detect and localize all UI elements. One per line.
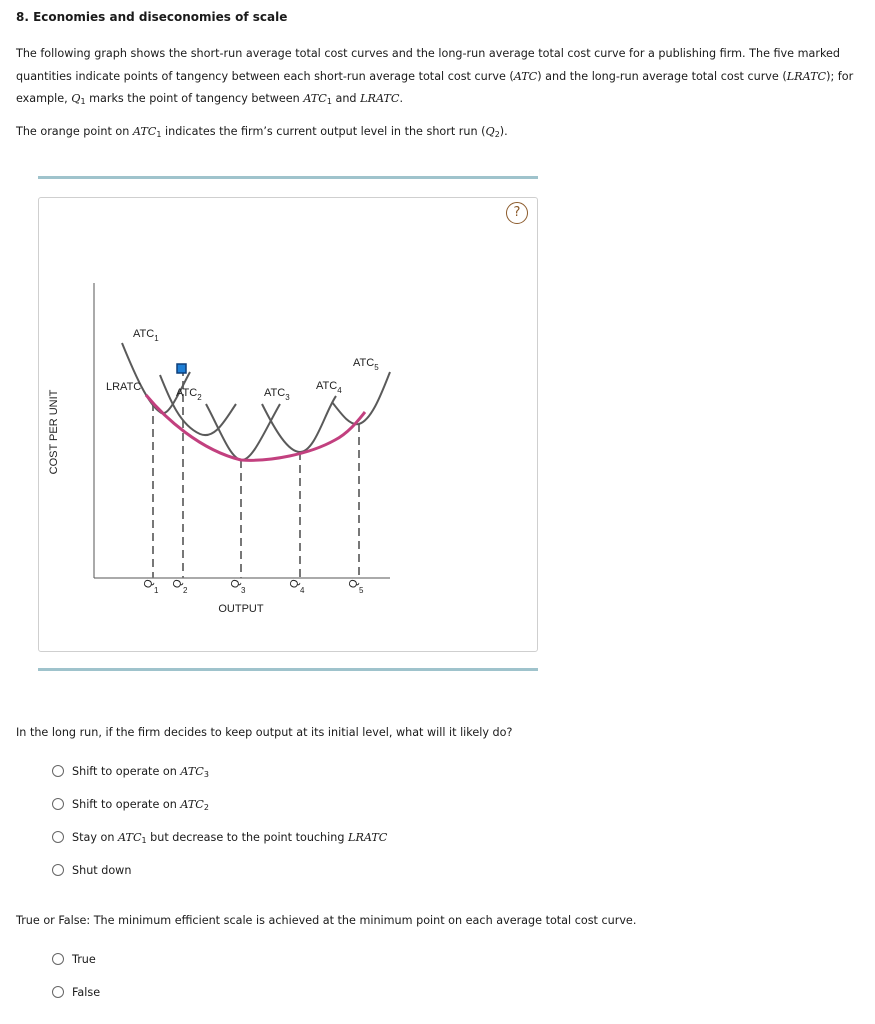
y-axis-label: COST PER UNIT bbox=[48, 389, 60, 475]
label-q1-sub: 1 bbox=[154, 586, 159, 595]
radio-button[interactable] bbox=[52, 864, 64, 876]
current-output-point bbox=[177, 364, 186, 373]
radio-button[interactable] bbox=[52, 765, 64, 777]
label-q3-sub: 3 bbox=[241, 586, 246, 595]
q2-option-false[interactable]: False bbox=[52, 984, 100, 1002]
radio-button[interactable] bbox=[52, 953, 64, 965]
radio-button[interactable] bbox=[52, 986, 64, 998]
radio-button[interactable] bbox=[52, 831, 64, 843]
q1-option-shift-atc3[interactable]: Shift to operate on $ATC_3$ bbox=[52, 763, 209, 781]
q1-option-shut-down[interactable]: Shut down bbox=[52, 862, 131, 880]
question1-prompt: In the long run, if the firm decides to keep output at its initial level, what will it likely do? bbox=[16, 726, 513, 739]
label-atc3: $ATC_3$ bbox=[264, 387, 290, 402]
atc1-curve bbox=[122, 343, 190, 413]
intro-line-3: example, $Q_1$ marks the point of tangency between $ATC_1$ and LRATC. bbox=[16, 92, 403, 106]
label-atc2: $ATC_2$ bbox=[176, 387, 202, 402]
graph-bottom-rule bbox=[38, 668, 538, 671]
orange-point-sentence: The orange point on $ATC_1$ indicates the firm’s current output level in the short run $(Q_2)$. bbox=[16, 125, 508, 139]
label-q1: Q bbox=[141, 577, 156, 591]
help-button[interactable]: ? bbox=[506, 202, 528, 224]
q1-option-stay-atc1[interactable]: Stay on $ATC_1$ but decrease to the point touching LRATC bbox=[52, 829, 387, 847]
section-heading: 8. Economies and diseconomies of scale bbox=[16, 10, 288, 24]
x-axis-label: OUTPUT bbox=[218, 603, 264, 615]
label-atc4: $ATC_4$ bbox=[316, 380, 342, 395]
radio-button[interactable] bbox=[52, 798, 64, 810]
label-q4: Q bbox=[287, 577, 302, 591]
label-q3: Q bbox=[228, 577, 243, 591]
label-q5-sub: 5 bbox=[359, 586, 364, 595]
label-q5: Q bbox=[346, 577, 361, 591]
label-q2-sub: 2 bbox=[183, 586, 188, 595]
q1-option-shift-atc2[interactable]: Shift to operate on $ATC_2$ bbox=[52, 796, 209, 814]
label-atc5: $ATC_5$ bbox=[353, 357, 379, 372]
intro-line-1: The following graph shows the short-run average total cost curves and the long-run average total cost curve for a publishing firm. The five marked bbox=[16, 47, 841, 60]
label-q2: Q bbox=[170, 577, 185, 591]
label-q4-sub: 4 bbox=[300, 586, 305, 595]
label-atc1: $ATC_1$ bbox=[133, 328, 159, 343]
intro-line-2: quantities indicate points of tangency between each short-run average total cost curve (ATC) and the long-run average total cost curve (LRATC); for bbox=[16, 69, 854, 83]
question2-prompt: True or False: The minimum efficient scale is achieved at the minimum point on each average total cost curve. bbox=[16, 914, 637, 927]
label-lratc: LRATC bbox=[106, 381, 142, 393]
q2-option-true[interactable]: True bbox=[52, 951, 96, 969]
